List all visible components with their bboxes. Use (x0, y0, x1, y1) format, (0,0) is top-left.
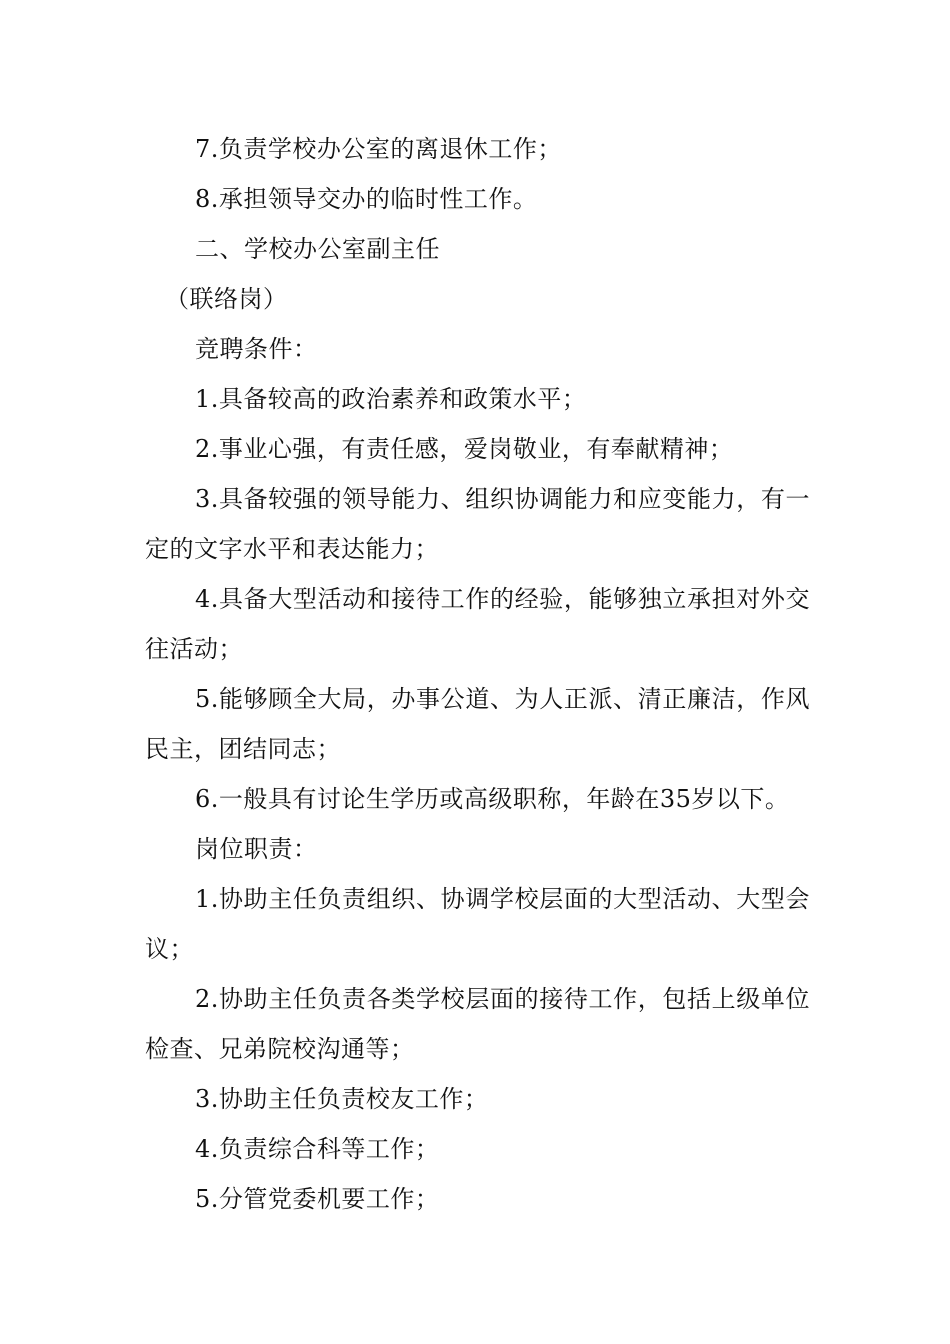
requirement-item: 3.具备较强的领导能力、组织协调能力和应变能力，有一定的文字水平和表达能力； (145, 485, 810, 563)
requirement-item: 4.具备大型活动和接待工作的经验，能够独立承担对外交往活动； (145, 585, 810, 663)
paragraph-item-7-retirement: 7.负责学校办公室的离退休工作； (195, 135, 562, 163)
requirement-item: 1.具备较高的政治素养和政策水平； (195, 385, 587, 413)
duty-item: 4.负责综合科等工作； (195, 1135, 440, 1163)
duty-item: 5.分管党委机要工作； (195, 1185, 440, 1213)
document-body (145, 124, 810, 1224)
position-subtitle: （联络岗） (165, 285, 288, 313)
requirement-item: 2.事业心强，有责任感，爱岗敬业，有奉献精神； (195, 435, 734, 463)
duty-item: 3.协助主任负责校友工作； (195, 1085, 489, 1113)
duty-item: 2.协助主任负责各类学校层面的接待工作，包括上级单位检查、兄弟院校沟通等； (145, 985, 810, 1063)
paragraph-item-8-temporary-tasks: 8.承担领导交办的临时性工作。 (195, 185, 538, 213)
requirements-heading: 竞聘条件： (195, 335, 318, 363)
requirement-item: 6.一般具有讨论生学历或高级职称，年龄在35岁以下。 (195, 785, 790, 813)
requirement-item: 5.能够顾全大局，办事公道、为人正派、清正廉洁，作风民主，团结同志； (145, 685, 810, 763)
duty-item: 1.协助主任负责组织、协调学校层面的大型活动、大型会议； (145, 885, 810, 963)
section-heading-deputy-director: 二、学校办公室副主任 (195, 235, 440, 263)
duties-heading: 岗位职责： (195, 835, 318, 863)
